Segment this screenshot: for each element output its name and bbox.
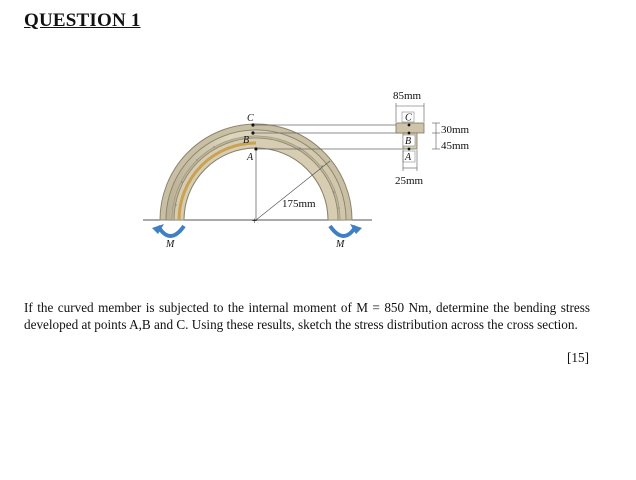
moment-arrow-right [330,224,362,250]
section-label-b: B [405,136,412,147]
label-b: B [243,135,250,146]
web-height-dimension: 45mm [441,140,470,152]
radius-line [256,161,330,220]
arch-point-b [251,131,254,134]
plus-marker: + [252,216,258,226]
moment-arrow-left [152,224,184,250]
section-label-c: C [405,112,412,124]
moment-label-left: M [166,239,175,250]
radius-dimension: 175mm [282,198,316,210]
section-label-a: A [405,152,412,163]
flange-width-dimension: 85mm [393,90,422,102]
cross-section [393,90,470,187]
moment-label-right: M [336,239,345,250]
web-width-dimension: 25mm [395,175,424,187]
label-c: C [247,113,254,124]
label-a: A [247,152,254,163]
question-text: If the curved member is subjected to the internal moment of M = 850 Nm, determine the bending stress developed at points A,B and C. Using these results, sketch the stress distribution across the cross section. [24,300,590,332]
question-marks: [15] [567,350,589,365]
question-title: QUESTION 1 [24,10,141,31]
flange-thickness-dimension: 30mm [441,124,470,136]
